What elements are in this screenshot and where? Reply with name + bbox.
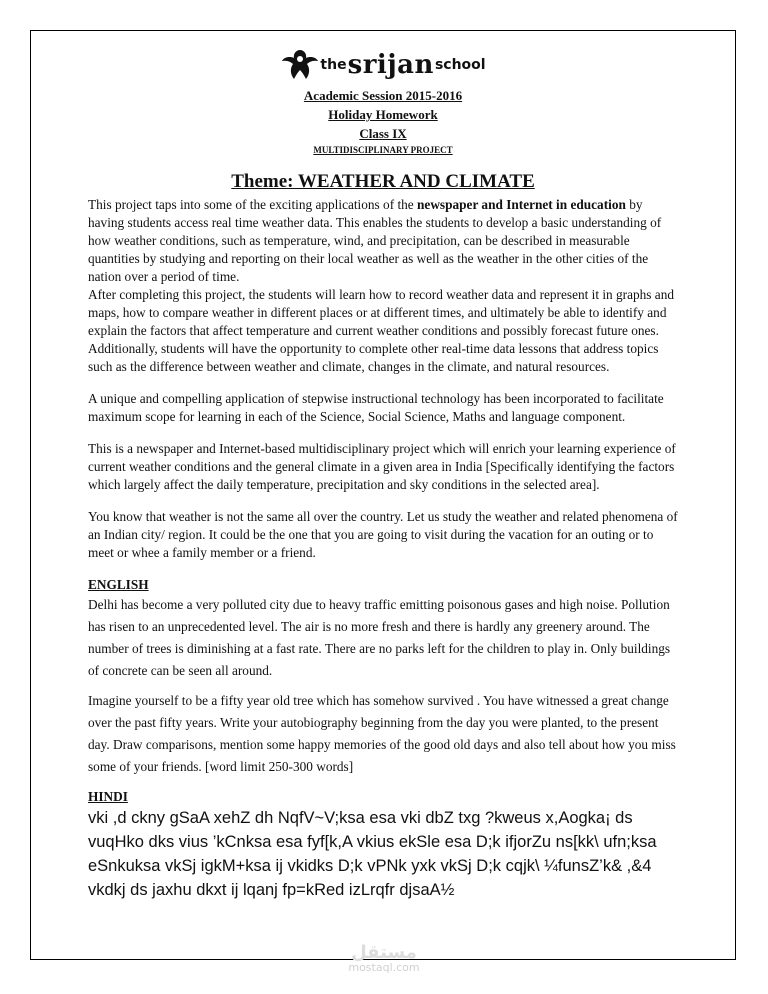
english-heading: ENGLISH (88, 577, 149, 592)
newspaper-project-paragraph: This is a newspaper and Internet-based multidisciplinary project which will enrich your learning experience of current weather conditions and the general climate in a given area in India [Specifically identifying the factors which largely affect the daily temperature, precipitation and sky conditions in the selected area]. (88, 441, 676, 492)
document-content (88, 44, 678, 902)
unique-application-paragraph: A unique and compelling application of stepwise instructional technology has been incorporated to facilitate maximum scope for learning in each of the Science, Social Science, Maths and language component. (88, 391, 664, 424)
watermark-url: mostaql.com (348, 961, 420, 974)
intro-bold-text: newspaper and Internet in education (417, 197, 626, 212)
logo-text-srijan: srijan (347, 50, 434, 80)
holiday-homework-title: Holiday Homework (328, 107, 438, 122)
intro-text-start: This project taps into some of the exciting applications of the (88, 197, 418, 212)
weather-study-paragraph: You know that weather is not the same all over the country. Let us study the weather and related phenomena of an Indian city/ region. It could be the one that you are going to visit during the vacation for an outing or to meet or whee a family member or a friend. (88, 509, 678, 560)
logo-text-school: school (434, 57, 486, 73)
theme-title: Theme: WEATHER AND CLIMATE (231, 171, 535, 192)
logo-text-the: the (320, 57, 347, 73)
watermark (0, 944, 768, 974)
watermark-arabic: مستقل (351, 942, 417, 963)
project-label: MULTIDISCIPLINARY PROJECT (313, 145, 453, 155)
english-paragraph-2: Imagine yourself to be a fifty year old tree which has somehow survived . You have witnessed a great change over the past fifty years. Write your autobiography beginning from the day you were planted, to the present day. Draw comparisons, mention some happy memories of the good old days and also tell about how you miss some of your friends. [word limit 250-300 words] (88, 693, 676, 774)
school-logo (88, 44, 678, 86)
intro-paragraph-2: After completing this project, the students will learn how to record weather data and represent it in graphs and maps, how to compare weather in different places or at different times, and ultimately be able to identify and explain the factors that affect temperature and current weather conditions and possibly forecast future ones. Additionally, students will have the opportunity to complete other real-time data lessons that address topics such as the difference between weather and climate, changes in the climate, and natural resources. (88, 287, 674, 374)
intro-paragraph (88, 196, 678, 286)
intro-text-end: by having students access real time weather data. This enables the students to develop a basic understanding of how weather conditions, such as temperature, wind, and precipitation, can be described in measurable quantities by studying and reporting on their local weather as well as the weather in the other cities of the nation over a period of time. (88, 197, 662, 284)
dancer-emblem-icon (280, 48, 320, 82)
hindi-paragraph: vki ,d ckny gSaA xehZ dh NqfV~V;ksa esa vki dbZ txg ?kweus x,Aogka¡ ds vuqHko dks vius ’kCnksa esa fyf[k,A vkius ekSle esa D;k ifjorZu ns[kk\ ufn;ksa eSnkuksa vkSj igkM+ksa ij vkidks D;k vPNk yxk vkSj D;k cqjk\ ¼funsZ’k& ,&4 vkdkj ds jaxhu dkxt ij lqanj fp=kRed izLrqfr djsaA½ (88, 809, 657, 899)
class-label: Class IX (359, 126, 407, 141)
hindi-heading: HINDI (88, 789, 128, 804)
academic-session: Academic Session 2015-2016 (303, 88, 463, 103)
english-paragraph-1: Delhi has become a very polluted city due to heavy traffic emitting poisonous gases and high noise. Pollution has risen to an unprecedented level. The air is no more fresh and there is hardly any greenery around. The number of trees is diminishing at a fast rate. There are no parks left for the children to play in. Only buildings of concrete can be seen all around. (88, 597, 671, 678)
